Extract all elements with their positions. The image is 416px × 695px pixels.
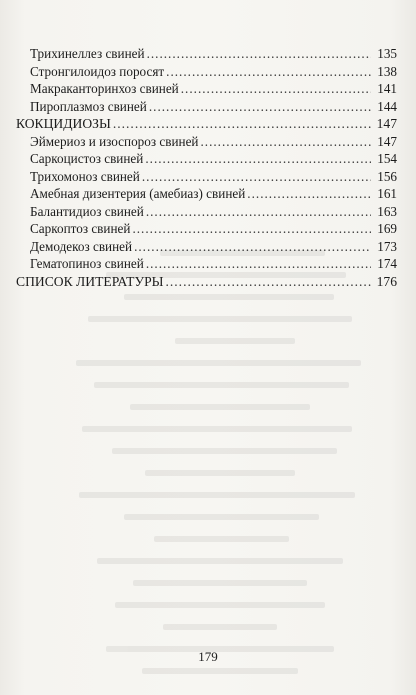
toc-entry: [16, 133, 397, 151]
toc-entry: [16, 185, 397, 203]
bleed-through-text: [70, 250, 370, 640]
toc-entry-title: Саркоптоз свиней: [30, 221, 131, 236]
toc-leader-dots: [149, 98, 371, 116]
toc-leader-dots: [181, 80, 371, 98]
toc-section: [16, 273, 397, 291]
toc-entry: [16, 80, 397, 98]
table-of-contents: [16, 45, 397, 290]
toc-entry-page: 169: [377, 221, 397, 236]
toc-section: [16, 115, 397, 133]
toc-leader-dots: [113, 115, 371, 133]
toc-entry-title: Саркоцистоз свиней: [30, 151, 144, 166]
toc-entry-page: 144: [377, 98, 397, 114]
toc-leader-dots: [146, 255, 371, 273]
toc-leader-dots: [166, 63, 371, 81]
toc-entry-page: 156: [377, 168, 397, 184]
toc-entry-page: 161: [377, 186, 397, 201]
toc-leader-dots: [142, 168, 371, 186]
toc-leader-dots: [200, 133, 371, 151]
toc-entry-title: Трихомоноз свиней: [30, 168, 140, 184]
toc-entry-page: 135: [377, 46, 397, 61]
toc-entry-page: 154: [377, 151, 397, 166]
toc-entry: [16, 63, 397, 81]
toc-entry: [16, 98, 397, 116]
toc-leader-dots: [134, 238, 371, 256]
toc-entry-page: 147: [377, 133, 397, 149]
toc-leader-dots: [146, 203, 371, 221]
toc-entry-title: Амебная дизентерия (амебиаз) свиней: [30, 186, 246, 201]
toc-entry-title: Демодекоз свиней: [30, 238, 133, 254]
toc-entry: [16, 150, 397, 168]
toc-entry: [16, 203, 397, 221]
toc-leader-dots: [247, 185, 371, 203]
toc-entry-page: 138: [377, 63, 397, 79]
toc-entry: [16, 220, 397, 238]
toc-entry: [16, 238, 397, 256]
page-number: 179: [198, 649, 218, 664]
toc-entry-title: Макракантоpинхоз свиней: [30, 81, 179, 96]
toc-entry-title: Эймериоз и изоспороз свиней: [30, 133, 199, 149]
toc-entry: [16, 168, 397, 186]
toc-leader-dots: [147, 45, 371, 63]
toc-entry: [16, 255, 397, 273]
toc-entry-title: Пироплазмоз свиней: [30, 98, 147, 114]
toc-entry-title: Гематопиноз свиней: [30, 256, 144, 271]
toc-entry-title: Трихинеллез свиней: [30, 46, 145, 61]
toc-leader-dots: [132, 220, 371, 238]
toc-entry-page: 173: [377, 238, 397, 254]
toc-entry-title: Стронгилоидоз поросят: [30, 63, 165, 79]
toc-entry-title: Балантидиоз свиней: [30, 203, 144, 219]
toc-entry-page: 163: [377, 203, 397, 219]
toc-section-title: КОКЦИДИОЗЫ: [16, 116, 111, 131]
toc-section-title: СПИСОК ЛИТЕРАТУРЫ: [16, 273, 164, 289]
toc-section-page: 147: [376, 116, 397, 131]
toc-leader-dots: [165, 273, 371, 291]
toc-entry: [16, 45, 397, 63]
toc-leader-dots: [145, 150, 371, 168]
toc-entry-page: 174: [377, 256, 397, 271]
toc-section-page: 176: [376, 273, 397, 289]
toc-entry-page: 141: [377, 81, 397, 96]
